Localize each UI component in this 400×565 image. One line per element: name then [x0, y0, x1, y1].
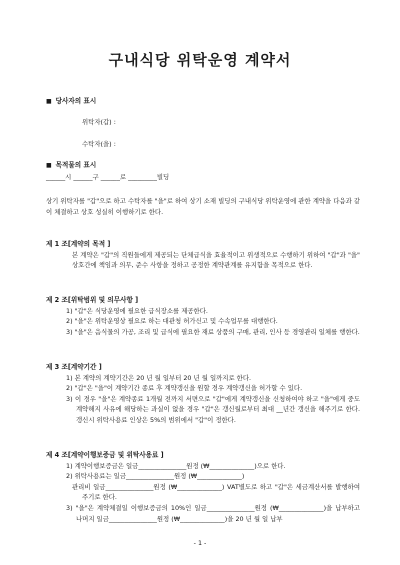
article-4: [46, 450, 360, 524]
article-3-heading: 제 3 조[계약기간 ]: [46, 363, 102, 371]
list-item: 1) "갑"은 식당운영에 필요한 급식장소를 제공한다.: [66, 306, 208, 315]
parties-section: [46, 96, 360, 108]
list-item: 3) "을"은 계약체결일 이행보증금의 10%인 일금_______________원정 (₩______________)을 납부하고 나머지 일금_______________원정 (₩______________)을 20 년 월 일 납부: [66, 503, 360, 523]
parties-heading: 당사자의 표시: [55, 97, 97, 105]
list-item: 1) 본 계약의 계약기간은 20 년 월 일부터 20 년 월 일까지로 한다.: [66, 373, 252, 382]
intro-paragraph: 상기 위탁자를 "갑"으로 하고 수탁자를 "을"로 하여 상기 소재 빌딩의 구내식당 위탁운영에 관한 계약을 다음과 같이 체결하고 상호 성실히 이행하기로 한다.: [46, 197, 360, 216]
article-1-heading: 제 1 조[계약의 목적 ]: [46, 240, 111, 248]
square-bullet-icon: ■: [46, 162, 52, 169]
object-address: ______시 ______구 ______로 _________빌딩: [46, 172, 170, 181]
article-1: [46, 239, 360, 271]
list-item: 2) "을"은 위탁운영상 필요로 하는 대관청 허가신고 및 수속업무를 대행한다.: [66, 317, 278, 326]
article-4-heading: 제 4 조[계약이행보증금 및 위탁사용료 ]: [46, 451, 164, 459]
article-1-body: 본 계약은 "갑"의 직원들에게 제공되는 단체급식을 효율적이고 위생적으로 수행하기 위하여 "갑"과 "을" 상호간에 책임과 의무, 준수 사항을 정하고 공정한 계약관계를 유지함을 목적으로 한다.: [72, 250, 360, 270]
list-item: 2) "갑"은 "을"이 계약기간 종료 후 계약갱신을 원할 경우 계약갱신을 허가할 수 있다.: [66, 384, 303, 393]
entrustor-line: 위탁자(갑) :: [82, 118, 116, 126]
trustee-line: 수탁자(을) :: [82, 140, 116, 148]
article-2-heading: 제 2 조[위탁범위 및 의무사항 ]: [46, 296, 139, 304]
square-bullet-icon: ■: [46, 98, 52, 105]
list-item: 1) 계약이행보증금은 일금_______________원정 (₩______________)으로 한다.: [66, 461, 286, 470]
page-number: - 1 -: [193, 539, 207, 547]
object-heading: 목적물의 표시: [55, 161, 97, 169]
list-item: 3) "을"은 음식물의 가공, 조리 및 급식에 필요한 재료 상품의 구매, 관리, 인사 등 경영관리 일체를 행한다.: [66, 327, 360, 336]
article-3: [46, 362, 360, 426]
list-item: 3) 이 경우 "을"은 계약종료 1개월 전까지 서면으로 "갑"에게 계약갱신을 신청하여야 하고 "을"에게 중도계약해지 사유에 해당하는 과실이 없을 경우 "갑"은 갱신월로부터 최대 __년간 갱신을 해주기로 한다. 갱신시 위탁사용료 인상은 5%의 범위에서 "갑"이 정한다.: [66, 394, 360, 424]
list-item: 2) 위탁사용료는 일금_______________원정 (₩______________): [66, 472, 245, 481]
object-section: [46, 160, 360, 182]
article-2: [46, 295, 360, 337]
list-item: 관리비 일금_______________원정 (₩______________) VAT별도로 하고 "갑"은 세금계산서를 발행하여 주기로 한다.: [72, 482, 360, 502]
document-title: 구내식당 위탁운영 계약서: [108, 51, 292, 69]
